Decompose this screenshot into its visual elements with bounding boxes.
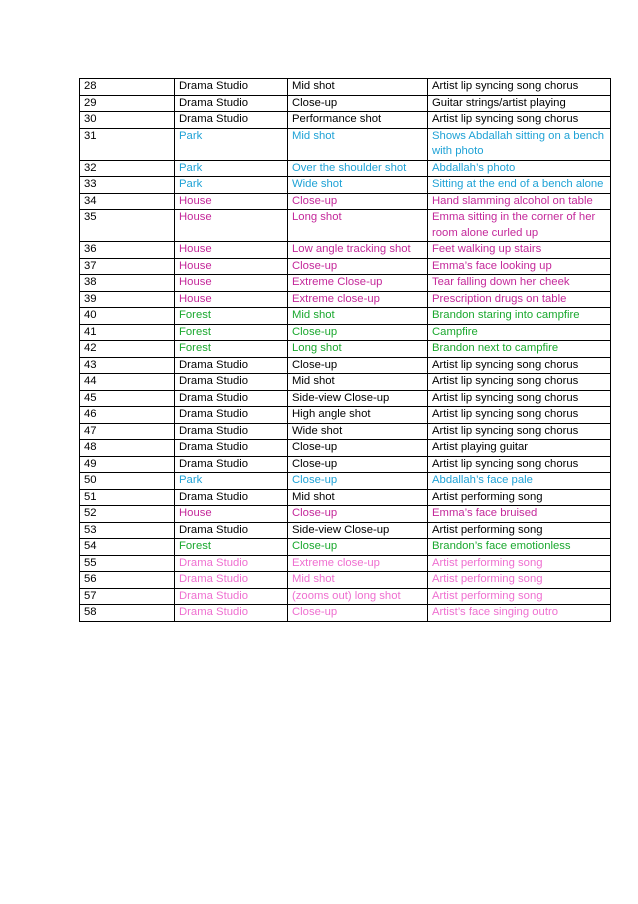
table-row bbox=[80, 79, 611, 96]
shot-number-cell: 57 bbox=[80, 588, 175, 605]
table-row bbox=[80, 605, 611, 622]
location-cell: Drama Studio bbox=[175, 374, 288, 391]
location-cell: House bbox=[175, 210, 288, 242]
location-cell: House bbox=[175, 193, 288, 210]
description-cell: Brandon’s face emotionless bbox=[428, 539, 611, 556]
location-cell: House bbox=[175, 291, 288, 308]
shot-number-cell: 47 bbox=[80, 423, 175, 440]
description-cell: Artist performing song bbox=[428, 588, 611, 605]
description-cell: Artist lip syncing song chorus bbox=[428, 374, 611, 391]
description-cell: Artist performing song bbox=[428, 522, 611, 539]
location-cell: Drama Studio bbox=[175, 440, 288, 457]
shot-type-cell: High angle shot bbox=[288, 407, 428, 424]
table-row bbox=[80, 390, 611, 407]
shot-number-cell: 44 bbox=[80, 374, 175, 391]
shot-type-cell: Wide shot bbox=[288, 177, 428, 194]
shot-type-cell: Close-up bbox=[288, 605, 428, 622]
shot-number-cell: 43 bbox=[80, 357, 175, 374]
shot-number-cell: 40 bbox=[80, 308, 175, 325]
shot-type-cell: Over the shoulder shot bbox=[288, 160, 428, 177]
location-cell: Drama Studio bbox=[175, 555, 288, 572]
location-cell: Drama Studio bbox=[175, 112, 288, 129]
location-cell: Drama Studio bbox=[175, 572, 288, 589]
shot-number-cell: 30 bbox=[80, 112, 175, 129]
table-row bbox=[80, 555, 611, 572]
table-row bbox=[80, 357, 611, 374]
shot-number-cell: 34 bbox=[80, 193, 175, 210]
shot-list-table bbox=[79, 78, 611, 622]
shot-number-cell: 49 bbox=[80, 456, 175, 473]
table-row bbox=[80, 539, 611, 556]
table-row bbox=[80, 258, 611, 275]
description-cell: Abdallah’s photo bbox=[428, 160, 611, 177]
location-cell: House bbox=[175, 506, 288, 523]
description-cell: Emma’s face bruised bbox=[428, 506, 611, 523]
shot-type-cell: Close-up bbox=[288, 258, 428, 275]
description-cell: Artist’s face singing outro bbox=[428, 605, 611, 622]
shot-type-cell: Mid shot bbox=[288, 128, 428, 160]
description-cell: Artist lip syncing song chorus bbox=[428, 112, 611, 129]
shot-number-cell: 45 bbox=[80, 390, 175, 407]
description-cell: Artist performing song bbox=[428, 489, 611, 506]
table-row bbox=[80, 112, 611, 129]
shot-number-cell: 39 bbox=[80, 291, 175, 308]
shot-number-cell: 41 bbox=[80, 324, 175, 341]
location-cell: Park bbox=[175, 473, 288, 490]
table-row bbox=[80, 193, 611, 210]
table-row bbox=[80, 572, 611, 589]
shot-number-cell: 32 bbox=[80, 160, 175, 177]
description-cell: Artist lip syncing song chorus bbox=[428, 456, 611, 473]
table-row bbox=[80, 522, 611, 539]
shot-type-cell: Long shot bbox=[288, 210, 428, 242]
shot-number-cell: 58 bbox=[80, 605, 175, 622]
table-row bbox=[80, 308, 611, 325]
shot-type-cell: Close-up bbox=[288, 324, 428, 341]
description-cell: Brandon next to campfire bbox=[428, 341, 611, 358]
shot-number-cell: 37 bbox=[80, 258, 175, 275]
shot-number-cell: 38 bbox=[80, 275, 175, 292]
shot-number-cell: 53 bbox=[80, 522, 175, 539]
description-cell: Artist lip syncing song chorus bbox=[428, 407, 611, 424]
shot-type-cell: Mid shot bbox=[288, 308, 428, 325]
location-cell: Drama Studio bbox=[175, 357, 288, 374]
shot-type-cell: Close-up bbox=[288, 193, 428, 210]
description-cell: Emma’s face looking up bbox=[428, 258, 611, 275]
description-cell: Artist lip syncing song chorus bbox=[428, 79, 611, 96]
description-cell: Feet walking up stairs bbox=[428, 242, 611, 259]
table-row bbox=[80, 473, 611, 490]
description-cell: Artist performing song bbox=[428, 572, 611, 589]
location-cell: Drama Studio bbox=[175, 605, 288, 622]
shot-type-cell: Side-view Close-up bbox=[288, 522, 428, 539]
table-row bbox=[80, 407, 611, 424]
description-cell: Emma sitting in the corner of her room alone curled up bbox=[428, 210, 611, 242]
location-cell: Park bbox=[175, 177, 288, 194]
shot-number-cell: 52 bbox=[80, 506, 175, 523]
description-cell: Brandon staring into campfire bbox=[428, 308, 611, 325]
shot-number-cell: 50 bbox=[80, 473, 175, 490]
description-cell: Shows Abdallah sitting on a bench with photo bbox=[428, 128, 611, 160]
table-row bbox=[80, 128, 611, 160]
shot-type-cell: Close-up bbox=[288, 473, 428, 490]
shot-number-cell: 42 bbox=[80, 341, 175, 358]
shot-type-cell: Extreme Close-up bbox=[288, 275, 428, 292]
location-cell: Drama Studio bbox=[175, 95, 288, 112]
table-row bbox=[80, 489, 611, 506]
description-cell: Abdallah’s face pale bbox=[428, 473, 611, 490]
description-cell: Tear falling down her cheek bbox=[428, 275, 611, 292]
location-cell: Forest bbox=[175, 539, 288, 556]
shot-number-cell: 28 bbox=[80, 79, 175, 96]
location-cell: House bbox=[175, 258, 288, 275]
shot-number-cell: 55 bbox=[80, 555, 175, 572]
location-cell: Drama Studio bbox=[175, 522, 288, 539]
description-cell: Artist performing song bbox=[428, 555, 611, 572]
description-cell: Guitar strings/artist playing bbox=[428, 95, 611, 112]
location-cell: Forest bbox=[175, 324, 288, 341]
shot-number-cell: 56 bbox=[80, 572, 175, 589]
description-cell: Prescription drugs on table bbox=[428, 291, 611, 308]
shot-type-cell: Extreme close-up bbox=[288, 291, 428, 308]
description-cell: Sitting at the end of a bench alone bbox=[428, 177, 611, 194]
table-row bbox=[80, 160, 611, 177]
location-cell: Drama Studio bbox=[175, 390, 288, 407]
table-row bbox=[80, 456, 611, 473]
table-row bbox=[80, 242, 611, 259]
shot-type-cell: Low angle tracking shot bbox=[288, 242, 428, 259]
table-row bbox=[80, 341, 611, 358]
shot-type-cell: Close-up bbox=[288, 357, 428, 374]
location-cell: Drama Studio bbox=[175, 407, 288, 424]
shot-type-cell: Side-view Close-up bbox=[288, 390, 428, 407]
shot-type-cell: Close-up bbox=[288, 456, 428, 473]
shot-type-cell: Mid shot bbox=[288, 79, 428, 96]
location-cell: Forest bbox=[175, 308, 288, 325]
table-row bbox=[80, 374, 611, 391]
table-row bbox=[80, 95, 611, 112]
shot-type-cell: Long shot bbox=[288, 341, 428, 358]
description-cell: Artist playing guitar bbox=[428, 440, 611, 457]
location-cell: Park bbox=[175, 160, 288, 177]
shot-number-cell: 36 bbox=[80, 242, 175, 259]
location-cell: Drama Studio bbox=[175, 588, 288, 605]
location-cell: House bbox=[175, 242, 288, 259]
location-cell: House bbox=[175, 275, 288, 292]
table-row bbox=[80, 275, 611, 292]
shot-type-cell: Performance shot bbox=[288, 112, 428, 129]
shot-number-cell: 51 bbox=[80, 489, 175, 506]
shot-number-cell: 31 bbox=[80, 128, 175, 160]
location-cell: Drama Studio bbox=[175, 456, 288, 473]
table-row bbox=[80, 177, 611, 194]
location-cell: Forest bbox=[175, 341, 288, 358]
shot-type-cell: Mid shot bbox=[288, 374, 428, 391]
shot-type-cell: Close-up bbox=[288, 440, 428, 457]
table-row bbox=[80, 291, 611, 308]
table-row bbox=[80, 506, 611, 523]
shot-type-cell: Close-up bbox=[288, 539, 428, 556]
shot-type-cell: Extreme close-up bbox=[288, 555, 428, 572]
description-cell: Artist lip syncing song chorus bbox=[428, 423, 611, 440]
shot-number-cell: 29 bbox=[80, 95, 175, 112]
shot-number-cell: 35 bbox=[80, 210, 175, 242]
table-row bbox=[80, 588, 611, 605]
shot-list-body bbox=[80, 79, 611, 622]
table-row bbox=[80, 423, 611, 440]
shot-type-cell: Wide shot bbox=[288, 423, 428, 440]
table-row bbox=[80, 324, 611, 341]
shot-number-cell: 54 bbox=[80, 539, 175, 556]
shot-type-cell: (zooms out) long shot bbox=[288, 588, 428, 605]
shot-type-cell: Close-up bbox=[288, 506, 428, 523]
shot-type-cell: Close-up bbox=[288, 95, 428, 112]
location-cell: Park bbox=[175, 128, 288, 160]
shot-number-cell: 48 bbox=[80, 440, 175, 457]
location-cell: Drama Studio bbox=[175, 79, 288, 96]
description-cell: Hand slamming alcohol on table bbox=[428, 193, 611, 210]
shot-type-cell: Mid shot bbox=[288, 489, 428, 506]
location-cell: Drama Studio bbox=[175, 489, 288, 506]
table-row bbox=[80, 210, 611, 242]
shot-number-cell: 46 bbox=[80, 407, 175, 424]
table-row bbox=[80, 440, 611, 457]
description-cell: Artist lip syncing song chorus bbox=[428, 390, 611, 407]
shot-type-cell: Mid shot bbox=[288, 572, 428, 589]
description-cell: Artist lip syncing song chorus bbox=[428, 357, 611, 374]
shot-number-cell: 33 bbox=[80, 177, 175, 194]
description-cell: Campfire bbox=[428, 324, 611, 341]
location-cell: Drama Studio bbox=[175, 423, 288, 440]
